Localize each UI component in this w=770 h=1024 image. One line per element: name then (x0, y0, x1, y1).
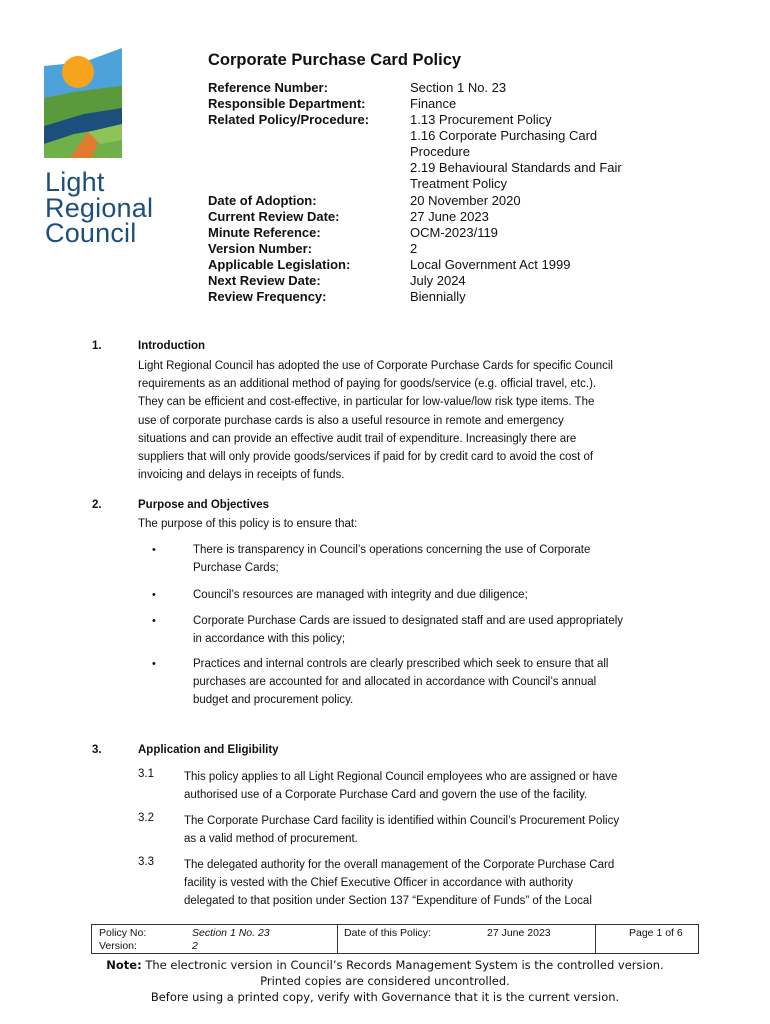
text-line: This policy applies to all Light Regional Council employees who are assigned or have (184, 771, 618, 783)
meta-key: Review Frequency: (208, 289, 327, 304)
text-line: They can be efficient and cost-effective, in particular for low-value/low risk type items. The (138, 396, 595, 409)
bullet-glyph: • (152, 589, 156, 601)
note-text: The electronic version in Council’s Records Management System is the controlled version. (141, 958, 664, 972)
text-line: facility is vested with the Chief Executive Officer in accordance with authority (184, 877, 574, 890)
text-line: The Corporate Purchase Card facility is identified within Council’s Procurement Policy (184, 815, 620, 827)
text-line: requirements as an additional method of paying for goods/service (e.g. official travel, etc.). (138, 378, 597, 391)
section-number: 2. (92, 499, 102, 511)
meta-key: Minute Reference: (208, 225, 321, 240)
footer-divider (595, 925, 596, 954)
meta-value: July 2024 (410, 273, 466, 288)
footer-version-label: Version: (99, 940, 137, 952)
meta-row (208, 112, 688, 128)
meta-row (208, 176, 688, 192)
meta-value: 2.19 Behavioural Standards and Fair (410, 160, 622, 175)
subsection-number: 3.3 (138, 856, 154, 868)
footer-note-line-1 (0, 957, 770, 973)
logo-word-council: Council (45, 218, 137, 248)
subsection-number: 3.1 (138, 768, 154, 780)
meta-row (208, 289, 688, 305)
text-line: budget and procurement policy. (193, 694, 354, 707)
footer-version-value: 2 (192, 940, 198, 952)
footer-note-line-2: Printed copies are considered uncontrolled. (260, 974, 510, 988)
footer-note-line-3: Before using a printed copy, verify with Governance that it is the current version. (150, 990, 620, 1004)
meta-key: Responsible Department: (208, 96, 366, 111)
meta-value: 27 June 2023 (410, 209, 489, 224)
text-line: Light Regional Council has adopted the use of Corporate Purchase Cards for specific Council (138, 360, 613, 372)
text-line: situations and can provide an effective audit trail of expenditure. Increasingly there are (138, 432, 577, 445)
text-line: purchases are accounted for and allocated in accordance with Council’s annual (193, 676, 597, 689)
meta-row (208, 225, 688, 241)
section-heading-application: Application and Eligibility (138, 744, 279, 756)
logo-word-regional: Regional (45, 193, 154, 223)
meta-row (208, 257, 688, 273)
bullet-item (193, 655, 683, 710)
footer-date-value: 27 June 2023 (487, 927, 551, 939)
purpose-intro: The purpose of this policy is to ensure that: (138, 518, 358, 530)
bullet-glyph: • (152, 615, 156, 627)
meta-key: Version Number: (208, 241, 313, 256)
meta-row (208, 80, 688, 96)
document-title: Corporate Purchase Card Policy (208, 51, 462, 69)
council-logo-graphic (44, 48, 156, 158)
bullet-item (193, 541, 683, 577)
section-number: 3. (92, 744, 102, 756)
meta-key: Reference Number: (208, 80, 328, 95)
section-number: 1. (92, 340, 102, 352)
meta-row (208, 193, 688, 209)
meta-row (208, 209, 688, 225)
text-line: invoicing and delays in receipts of funds. (138, 469, 345, 482)
bullet-item (193, 586, 683, 604)
meta-value: 1.13 Procurement Policy (410, 112, 552, 127)
meta-row (208, 160, 688, 176)
footer-date-label: Date of this Policy: (344, 927, 431, 939)
subsection-text (184, 812, 684, 848)
subsection-text (184, 768, 684, 804)
text-line: as a valid method of procurement. (184, 833, 358, 846)
text-line: Practices and internal controls are clearly prescribed which seek to ensure that all (193, 658, 609, 670)
footer-policy-no-label: Policy No: (99, 927, 147, 939)
meta-row (208, 128, 688, 144)
footer-table (91, 924, 699, 954)
meta-key: Next Review Date: (208, 273, 321, 288)
text-line: authorised use of a Corporate Purchase Card and govern the use of the facility. (184, 789, 588, 802)
meta-row (208, 273, 688, 289)
meta-row (208, 241, 688, 257)
note-label: Note: (106, 958, 142, 972)
bullet-glyph: • (152, 658, 156, 670)
footer-policy-no-value: Section 1 No. 23 (192, 927, 270, 939)
text-line: delegated to that position under Section 137 “Expenditure of Funds” of the Local (184, 895, 592, 908)
text-line: Purchase Cards; (193, 562, 279, 575)
bullet-item (193, 612, 683, 648)
subsection-number: 3.2 (138, 812, 154, 824)
meta-value: 20 November 2020 (410, 193, 521, 208)
meta-row (208, 96, 688, 112)
meta-row (208, 144, 688, 160)
subsection-text (184, 856, 684, 911)
text-line: Council’s resources are managed with integrity and due diligence; (193, 589, 528, 601)
text-line: The delegated authority for the overall management of the Corporate Purchase Card (184, 859, 615, 871)
meta-value: 1.16 Corporate Purchasing Card (410, 128, 598, 143)
meta-key: Applicable Legislation: (208, 257, 351, 272)
logo-word-light: Light (45, 167, 105, 197)
footer-divider (337, 925, 338, 954)
meta-value: Procedure (410, 144, 470, 159)
text-line: use of corporate purchase cards is also a useful resource in remote and emergency (138, 414, 564, 427)
meta-value: 2 (410, 241, 418, 256)
text-line: in accordance with this policy; (193, 633, 346, 646)
text-line: Corporate Purchase Cards are issued to designated staff and are used appropriately (193, 615, 624, 627)
footer-page-number: Page 1 of 6 (629, 927, 683, 939)
meta-value: Biennially (410, 289, 466, 304)
meta-key: Current Review Date: (208, 209, 340, 224)
bullet-glyph: • (152, 544, 156, 556)
text-line: suppliers that will only provide goods/services if paid for by credit card to avoid the cost of (138, 451, 594, 464)
meta-value: Treatment Policy (410, 176, 508, 191)
meta-value: Finance (410, 96, 457, 111)
introduction-paragraph (138, 357, 678, 484)
text-line: There is transparency in Council’s operations concerning the use of Corporate (193, 544, 591, 556)
meta-value: Local Government Act 1999 (410, 257, 571, 272)
meta-value: Section 1 No. 23 (410, 80, 507, 95)
section-heading-introduction: Introduction (138, 340, 206, 352)
section-heading-purpose: Purpose and Objectives (138, 499, 270, 511)
meta-key: Date of Adoption: (208, 193, 317, 208)
meta-value: OCM-2023/119 (410, 225, 498, 240)
meta-key: Related Policy/Procedure: (208, 112, 370, 127)
